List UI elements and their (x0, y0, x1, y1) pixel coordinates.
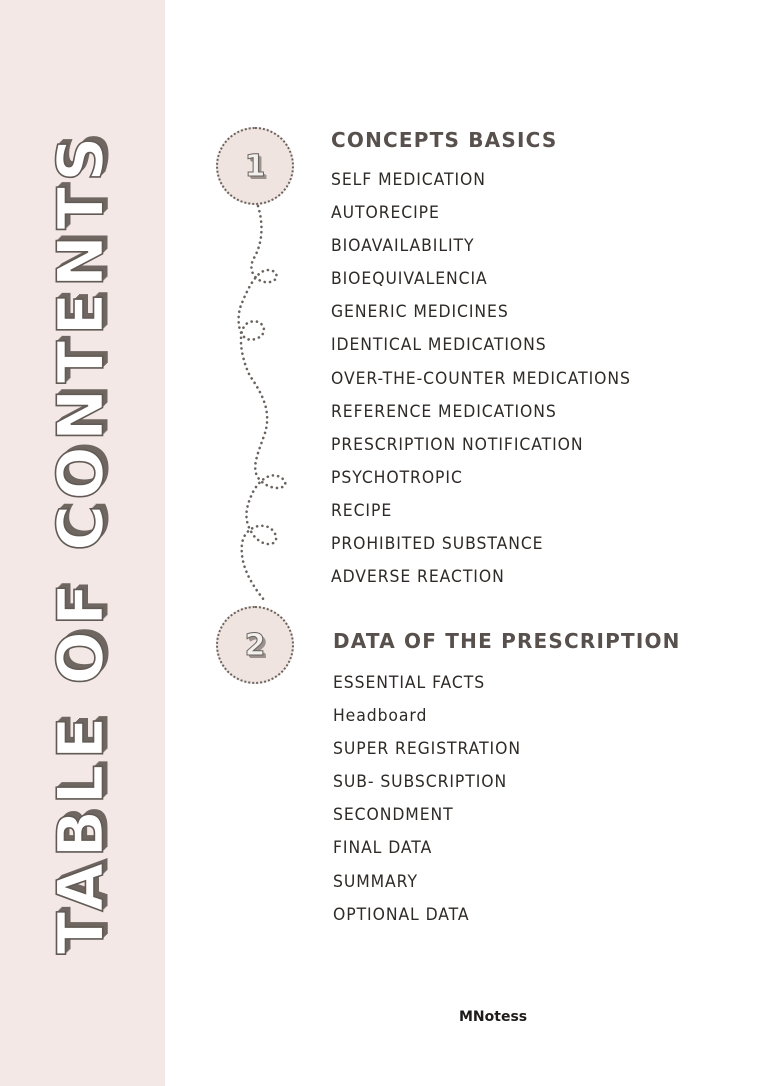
section-heading: CONCEPTS BASICS (331, 128, 558, 152)
list-item: SUB- SUBSCRIPTION (333, 772, 508, 793)
list-item: SELF MEDICATION (331, 170, 486, 190)
section-heading: DATA OF THE PRESCRIPTION (333, 629, 681, 653)
list-item: IDENTICAL MEDICATIONS (331, 335, 547, 356)
list-item: BIOEQUIVALENCIA (331, 269, 488, 290)
author-credit: MNotess (459, 1009, 528, 1025)
list-item: PSYCHOTROPIC (331, 467, 463, 488)
section-number-badge: 2 (216, 606, 294, 684)
list-item: OPTIONAL DATA (333, 904, 470, 925)
section-number-badge: 1 (216, 127, 294, 205)
list-item: PRESCRIPTION NOTIFICATION (331, 434, 584, 455)
list-item: SUMMARY (333, 871, 418, 892)
page-title: TABLE OF CONTENTS (44, 131, 118, 955)
list-item: REFERENCE MEDICATIONS (331, 401, 557, 422)
list-item: PROHIBITED SUBSTANCE (331, 534, 544, 555)
list-item: ESSENTIAL FACTS (333, 673, 486, 693)
list-item: SECONDMENT (333, 805, 454, 826)
section-item-list (331, 166, 657, 596)
dotted-connector (220, 200, 300, 610)
list-item: ADVERSE REACTION (331, 567, 505, 588)
list-item: AUTORECIPE (331, 203, 440, 224)
list-item: BIOAVAILABILITY (331, 236, 475, 257)
section-item-list (333, 669, 537, 934)
list-item: OVER-THE-COUNTER MEDICATIONS (331, 368, 631, 389)
list-item: RECIPE (331, 500, 393, 521)
list-item: FINAL DATA (333, 838, 433, 859)
list-item: Headboard (333, 706, 428, 727)
sidebar-panel (0, 0, 165, 1086)
list-item: SUPER REGISTRATION (333, 739, 521, 760)
list-item: GENERIC MEDICINES (331, 302, 509, 323)
